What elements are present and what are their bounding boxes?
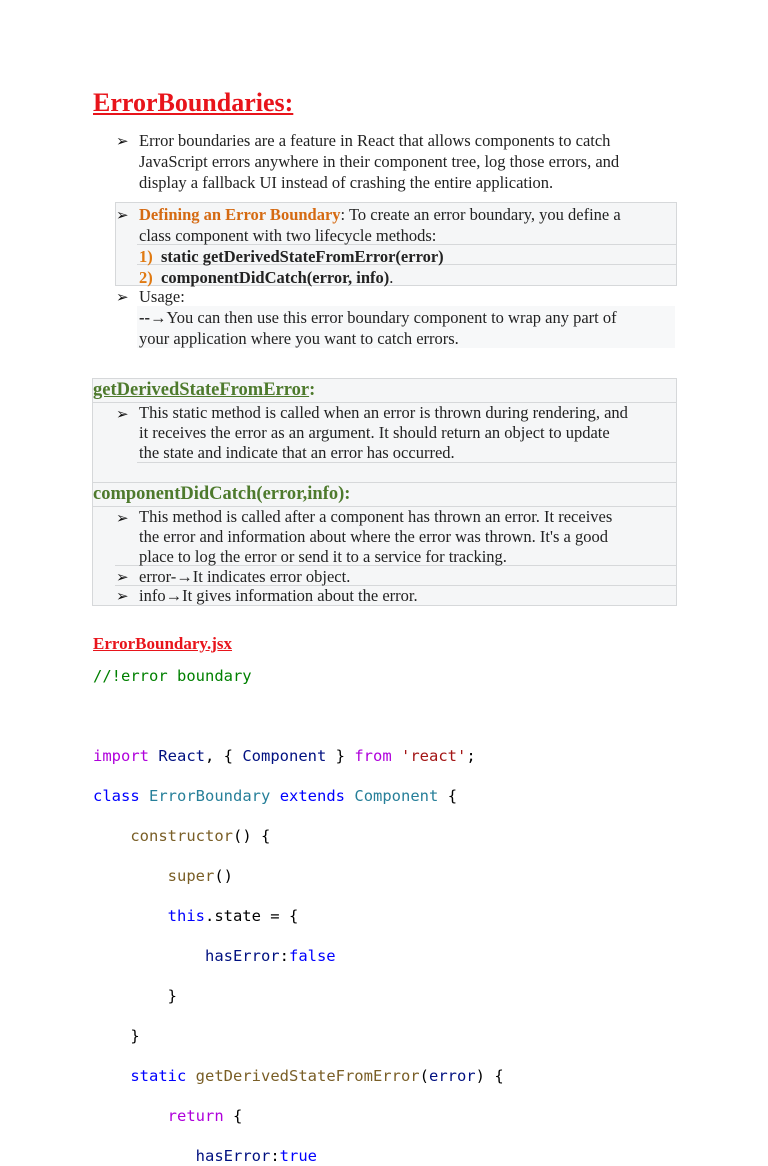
cdc-error-item <box>139 566 350 587</box>
code-token: false <box>288 947 336 965</box>
code-token: ( <box>419 1067 429 1085</box>
cdc-line: This method is called after a component has thrown an error. It receives <box>139 507 613 526</box>
code-token: ErrorBoundary <box>149 787 271 805</box>
code-token: static <box>130 1067 187 1085</box>
usage-dash: -- <box>139 308 150 327</box>
code-token: ; <box>466 747 476 765</box>
code-token: Component <box>354 787 439 805</box>
code-token: React <box>158 747 206 765</box>
code-token: import <box>93 747 149 765</box>
defining-text: class component with two lifecycle methods: <box>139 226 437 245</box>
code-token: from <box>354 747 392 765</box>
code-token: ) { <box>475 1067 504 1085</box>
code-token: 'react' <box>401 747 467 765</box>
bullet-arrow-icon: ➢ <box>116 407 129 423</box>
usage-label: Usage: <box>139 287 185 306</box>
code-token: return <box>167 1107 224 1125</box>
intro-paragraph <box>139 130 619 193</box>
code-line <box>93 946 504 966</box>
code-token: this <box>167 907 205 925</box>
code-block <box>93 666 504 1166</box>
gdsfe-heading-text: getDerivedStateFromError <box>93 380 310 400</box>
defining-label: Defining an Error Boundary <box>139 205 341 224</box>
bullet-arrow-icon: ➢ <box>116 511 129 527</box>
code-comment: //!error boundary <box>93 667 252 685</box>
code-token: error <box>428 1067 476 1085</box>
arrow-icon: → <box>150 308 167 327</box>
code-token: { <box>223 1107 243 1125</box>
error-text: It indicates error object. <box>192 567 351 586</box>
list-item: componentDidCatch(error, info) <box>161 268 390 287</box>
code-token: , { <box>205 747 243 765</box>
code-line <box>93 1106 504 1126</box>
code-token: : <box>279 947 289 965</box>
code-token: .state = { <box>204 907 299 925</box>
intro-line: Error boundaries are a feature in React that allows components to catch <box>139 131 611 150</box>
code-line <box>93 1146 504 1166</box>
code-line <box>93 866 504 886</box>
code-line <box>93 826 504 846</box>
cdc-paragraph <box>139 507 612 567</box>
error-label: error- <box>139 567 177 586</box>
gdsfe-line: it receives the error as an argument. It should return an object to update <box>139 423 610 442</box>
cdc-line: place to log the error or send it to a service for tracking. <box>139 547 507 566</box>
code-token: } <box>326 747 355 765</box>
cdc-info-item <box>139 585 418 606</box>
gdsfe-heading-colon: : <box>309 380 316 400</box>
code-token: } <box>130 1027 140 1045</box>
list-number: 2) <box>139 268 153 287</box>
cdc-heading: componentDidCatch(error,info): <box>93 484 351 504</box>
defining-text: : To create an error boundary, you define a <box>340 205 621 224</box>
code-token: } <box>167 987 177 1005</box>
code-token: class <box>93 787 140 805</box>
bullet-arrow-icon: ➢ <box>116 589 129 605</box>
intro-line: display a fallback UI instead of crashing the entire application. <box>139 173 554 192</box>
bullet-arrow-icon: ➢ <box>116 208 129 224</box>
list-number: 1) <box>139 247 153 266</box>
arrow-icon: → <box>165 586 183 605</box>
usage-text: You can then use this error boundary component to wrap any part of <box>166 308 617 327</box>
list-item-suffix: . <box>389 268 394 287</box>
gdsfe-paragraph <box>139 403 628 463</box>
code-line <box>93 786 504 806</box>
code-token: () { <box>232 827 271 845</box>
code-token: () <box>214 867 233 885</box>
bullet-arrow-icon: ➢ <box>116 290 129 306</box>
code-token: Component <box>242 747 327 765</box>
page-title: ErrorBoundaries: <box>93 88 294 117</box>
list-item: static getDerivedStateFromError(error) <box>161 247 444 266</box>
code-token: getDerivedStateFromError <box>195 1067 420 1085</box>
gdsfe-line: the state and indicate that an error has occurred. <box>139 443 455 462</box>
code-line <box>93 986 504 1006</box>
code-line <box>93 1066 504 1086</box>
usage-paragraph <box>139 307 617 349</box>
code-line <box>93 746 504 766</box>
code-blank-line <box>93 706 504 726</box>
code-line <box>93 906 504 926</box>
gdsfe-heading <box>93 380 315 401</box>
code-token: constructor <box>130 827 233 845</box>
code-token: extends <box>279 787 346 805</box>
defining-paragraph <box>139 204 621 288</box>
info-text: It gives information about the error. <box>182 586 418 605</box>
code-token: super <box>167 867 215 885</box>
gdsfe-line: This static method is called when an error is thrown during rendering, and <box>139 403 628 422</box>
cdc-line: the error and information about where the error was thrown. It's a good <box>139 527 608 546</box>
usage-text: your application where you want to catch errors. <box>139 329 459 348</box>
code-token: : <box>270 1147 280 1165</box>
bullet-arrow-icon: ➢ <box>116 570 129 586</box>
code-token: true <box>279 1147 317 1165</box>
info-label: info <box>139 586 166 605</box>
file-heading: ErrorBoundary.jsx <box>93 634 233 653</box>
code-token: hasError <box>195 1147 271 1165</box>
arrow-icon: → <box>176 567 193 586</box>
code-token: hasError <box>204 947 280 965</box>
code-line <box>93 1026 504 1046</box>
code-token: { <box>438 787 458 805</box>
bullet-arrow-icon: ➢ <box>116 134 129 150</box>
intro-line: JavaScript errors anywhere in their component tree, log those errors, and <box>139 152 620 171</box>
